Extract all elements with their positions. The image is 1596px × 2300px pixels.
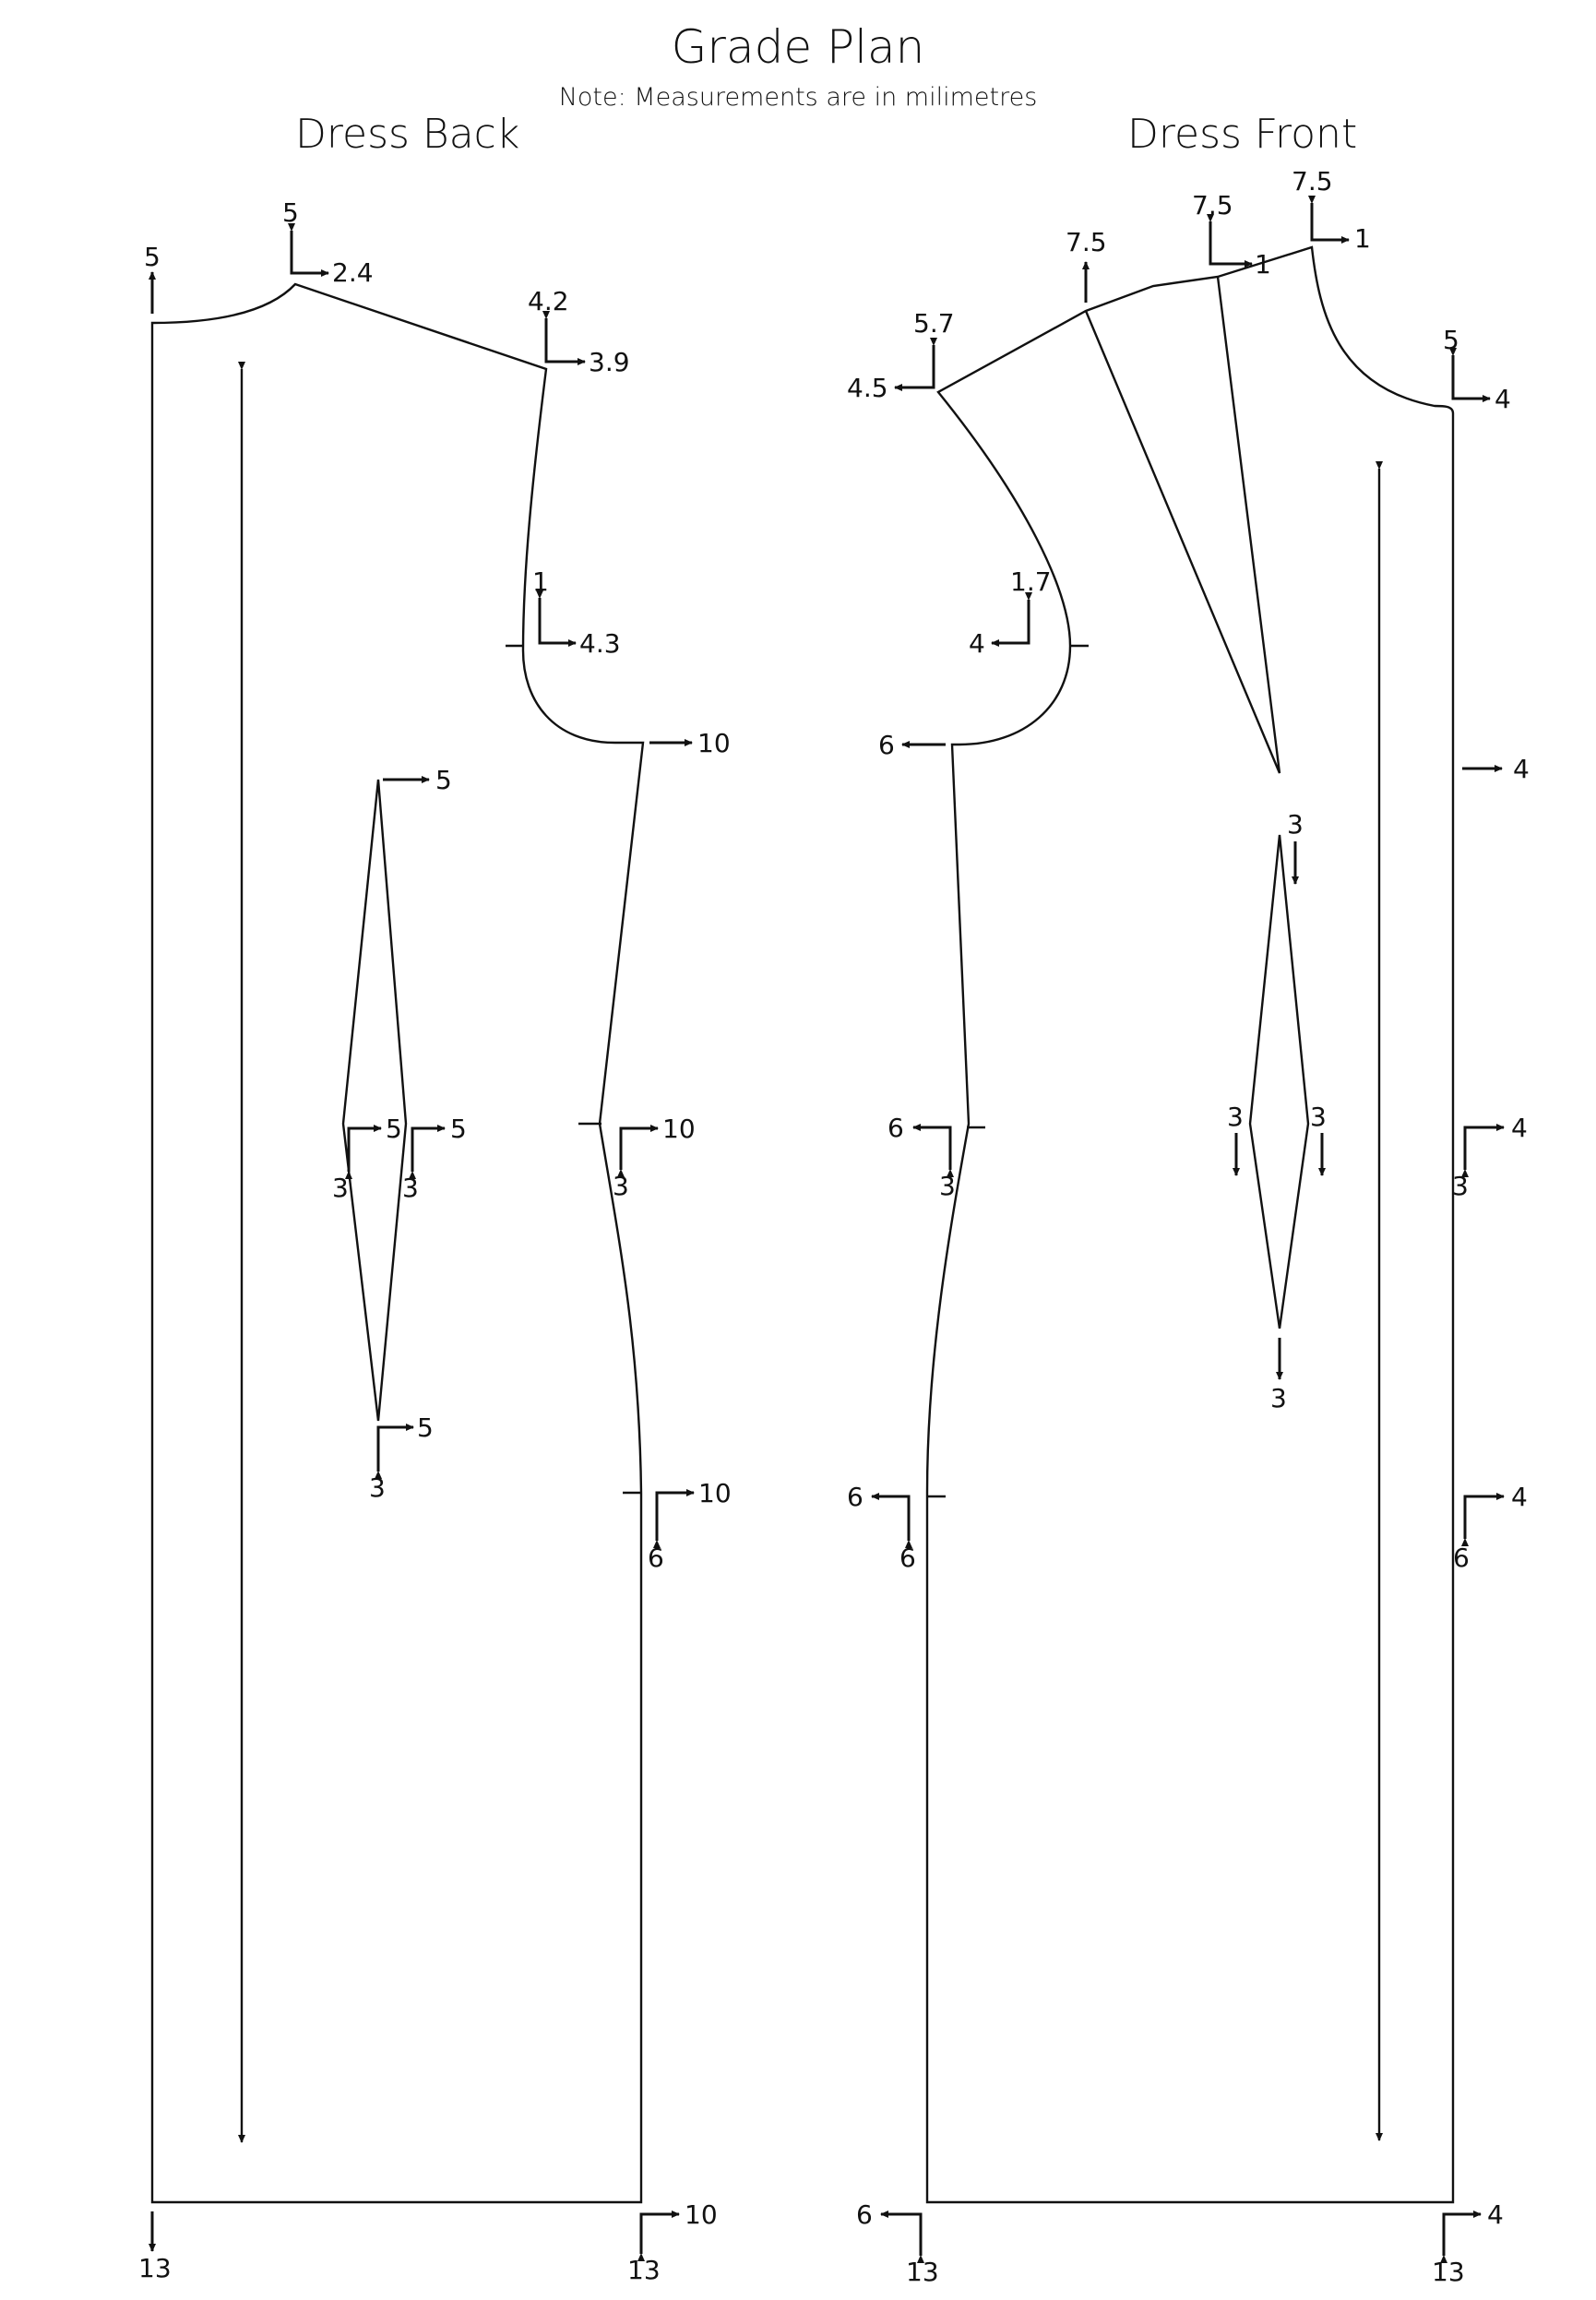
front-grade-cf-waist [1452, 1113, 1528, 1201]
svg-text:6: 6 [899, 1543, 916, 1573]
svg-text:5: 5 [386, 1114, 402, 1144]
front-grade-shoulder-point [847, 308, 955, 403]
svg-text:4: 4 [969, 628, 985, 659]
front-bust-dart [1086, 277, 1280, 773]
front-grade-cf-neck [1443, 325, 1511, 414]
svg-text:5: 5 [417, 1412, 434, 1443]
svg-text:3: 3 [1287, 809, 1304, 840]
front-grade-dart-left [1227, 1102, 1244, 1175]
svg-text:5: 5 [450, 1114, 467, 1144]
dress-front-pattern [927, 247, 1453, 2202]
svg-text:4: 4 [1487, 2199, 1504, 2230]
front-grade-cf-upper [1462, 754, 1530, 784]
back-grade-shoulder [528, 286, 630, 377]
front-grade-dart-leg [1192, 190, 1271, 280]
svg-text:3: 3 [1310, 1102, 1327, 1132]
front-grade-hem-right [1432, 2199, 1504, 2287]
svg-text:5: 5 [282, 197, 299, 228]
svg-text:6: 6 [1453, 1543, 1470, 1573]
svg-text:3: 3 [613, 1171, 629, 1201]
svg-text:6: 6 [887, 1113, 904, 1143]
svg-text:4: 4 [1513, 754, 1530, 784]
svg-text:1: 1 [1255, 249, 1271, 280]
dress-back-title: Dress Back [295, 111, 520, 158]
svg-text:3: 3 [1227, 1102, 1244, 1132]
svg-text:2.4: 2.4 [332, 257, 374, 288]
svg-text:10: 10 [697, 728, 731, 758]
front-grade-dart-top [1287, 809, 1304, 884]
back-grade-waist [613, 1114, 696, 1201]
svg-text:1: 1 [532, 566, 549, 597]
front-grade-waist [887, 1113, 956, 1201]
measurement-note: Note: Measurements are in milimetres [558, 83, 1038, 112]
svg-text:4: 4 [1495, 384, 1511, 414]
back-grade-hem-right [627, 2199, 718, 2285]
front-grade-dart-right [1310, 1102, 1327, 1175]
svg-text:4: 4 [1511, 1482, 1528, 1512]
page-title: Grade Plan [671, 20, 925, 74]
svg-text:7.5: 7.5 [1192, 190, 1233, 220]
back-grade-hem-left [138, 2211, 172, 2283]
svg-text:13: 13 [138, 2253, 172, 2283]
back-grade-cf-neck [144, 242, 161, 314]
front-grade-neck [1292, 166, 1371, 254]
svg-text:6: 6 [856, 2199, 873, 2230]
svg-text:4.5: 4.5 [847, 373, 888, 403]
svg-text:5: 5 [435, 765, 452, 795]
svg-text:4: 4 [1511, 1113, 1528, 1143]
svg-text:1.7: 1.7 [1010, 566, 1052, 597]
svg-text:6: 6 [648, 1543, 664, 1573]
svg-text:3: 3 [1270, 1383, 1287, 1413]
back-grade-dart-bottom [369, 1412, 434, 1503]
front-grade-cf-hip [1453, 1482, 1528, 1573]
svg-text:10: 10 [698, 1478, 732, 1508]
front-waist-dart [1250, 835, 1308, 1329]
svg-text:10: 10 [685, 2199, 718, 2230]
svg-text:5: 5 [144, 242, 161, 272]
back-grade-dart-right [402, 1114, 467, 1203]
front-outline [927, 247, 1453, 2202]
svg-text:3: 3 [402, 1173, 419, 1203]
svg-text:7.5: 7.5 [1292, 166, 1333, 197]
back-grade-hip [648, 1478, 732, 1573]
front-grade-hip [847, 1482, 916, 1573]
svg-text:13: 13 [1432, 2257, 1465, 2287]
svg-text:5: 5 [1443, 325, 1459, 355]
front-grade-hem-left [856, 2199, 939, 2287]
svg-text:3: 3 [939, 1171, 956, 1201]
svg-text:3: 3 [1452, 1171, 1469, 1201]
front-grade-shoulder-mid [1066, 227, 1107, 303]
back-waist-dart [343, 780, 406, 1421]
svg-text:3.9: 3.9 [589, 347, 630, 377]
back-grade-dart-top [383, 765, 452, 795]
svg-text:13: 13 [906, 2257, 939, 2287]
front-grade-dart-bottom [1270, 1338, 1287, 1413]
svg-text:3: 3 [369, 1472, 386, 1503]
back-grade-armhole [532, 566, 621, 659]
back-outline [152, 284, 643, 2202]
dress-back-pattern [152, 284, 643, 2202]
svg-text:4.2: 4.2 [528, 286, 569, 316]
svg-text:10: 10 [662, 1114, 696, 1144]
front-grade-underarm [878, 730, 946, 760]
svg-text:4.3: 4.3 [579, 628, 621, 659]
svg-text:13: 13 [627, 2255, 661, 2285]
svg-text:6: 6 [878, 730, 895, 760]
dress-front-title: Dress Front [1127, 111, 1358, 158]
svg-text:1: 1 [1354, 223, 1371, 254]
back-grade-neck [282, 197, 374, 288]
back-grade-underarm [649, 728, 731, 758]
svg-text:5.7: 5.7 [913, 308, 955, 339]
svg-text:3: 3 [332, 1173, 349, 1203]
svg-text:6: 6 [847, 1482, 864, 1512]
svg-text:7.5: 7.5 [1066, 227, 1107, 257]
front-grade-armhole [969, 566, 1052, 659]
